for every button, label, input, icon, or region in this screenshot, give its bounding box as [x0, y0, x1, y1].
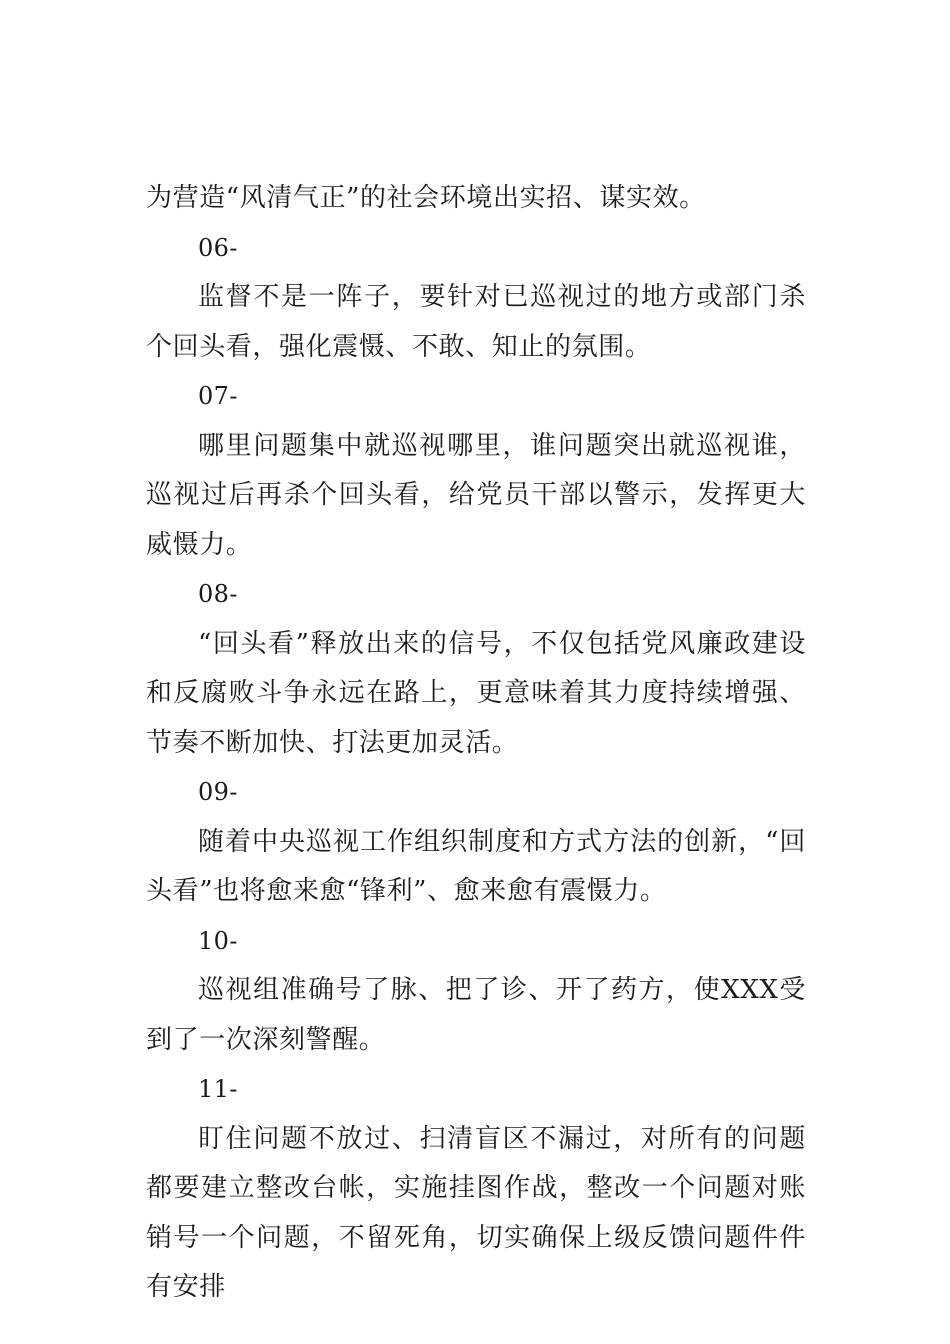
item-number-10: 10- — [198, 926, 238, 955]
paragraph-10: 巡视组准确号了脉、把了诊、开了药方，使XXX受到了一次深刻警醒。 — [146, 975, 806, 1055]
item-number-11: 11- — [198, 1075, 238, 1103]
item-number-08: 08- — [198, 580, 238, 608]
document-body — [146, 174, 806, 1313]
paragraph-intro: 为营造“风清气正”的社会环境出实招、谋实效。 — [146, 183, 706, 213]
paragraph-09: 随着中央巡视工作组织制度和方式方法的创新，“回头看”也将愈来愈“锋利”、愈来愈有震慑力。 — [146, 826, 806, 906]
item-number-07: 07- — [198, 382, 238, 410]
paragraph-08: “回头看”释放出来的信号，不仅包括党风廉政建设和反腐败斗争永远在路上，更意味着其力度持续增强、节奏不断加快、打法更加灵活。 — [146, 628, 806, 758]
paragraph-07: 哪里问题集中就巡视哪里，谁问题突出就巡视谁，巡视过后再杀个回头看，给党员干部以警示，发挥更大威慑力。 — [146, 430, 806, 560]
paragraph-11: 盯住问题不放过、扫清盲区不漏过，对所有的问题都要建立整改台帐，实施挂图作战，整改一个问题对账销号一个问题，不留死角，切实确保上级反馈问题件件有安排 — [146, 1123, 806, 1302]
paragraph-06: 监督不是一阵子，要针对已巡视过的地方或部门杀个回头看，强化震慑、不敢、知止的氛围。 — [146, 282, 806, 362]
item-number-09: 09- — [198, 778, 238, 806]
item-number-06: 06- — [198, 233, 238, 262]
